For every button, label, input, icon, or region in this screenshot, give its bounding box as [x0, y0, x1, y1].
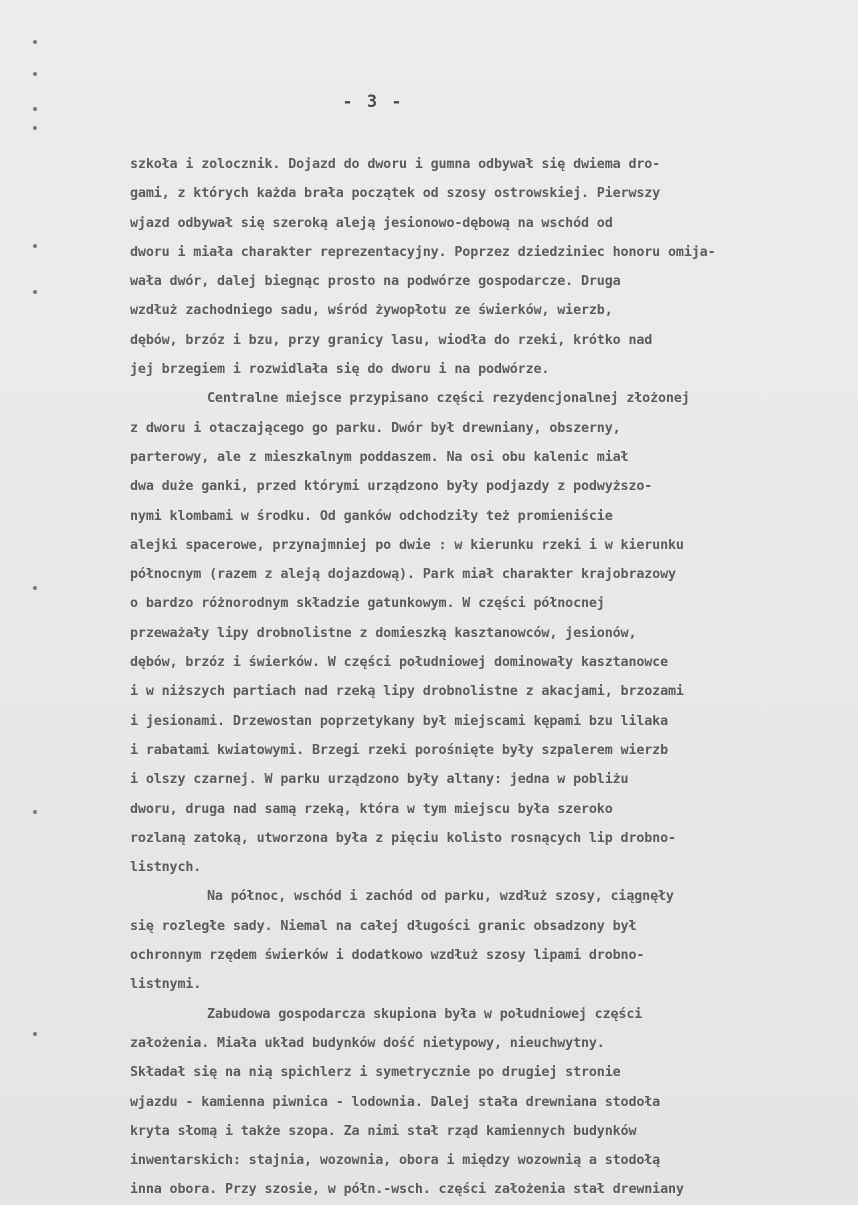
text-line: gami, z których każda brała początek od szosy ostrowskiej. Pierwszy [130, 186, 661, 202]
punch-hole-mark [33, 1032, 37, 1036]
text-line: listnymi. [130, 977, 202, 993]
document-body [130, 150, 830, 1205]
text-line: o bardzo różnorodnym składzie gatunkowym. W części północnej [130, 596, 605, 612]
text-line: północnym (razem z aleją dojazdową). Park miał charakter krajobrazowy [130, 567, 676, 583]
punch-hole-mark [33, 586, 37, 590]
punch-hole-mark [33, 107, 37, 111]
page-number: - 3 - [342, 92, 404, 112]
text-line: wała dwór, dalej biegnąc prosto na podwórze gospodarcze. Druga [130, 274, 621, 290]
text-line: Centralne miejsce przypisano części rezydencjonalnej złożonej [207, 391, 690, 407]
text-line: założenia. Miała układ budynków dość nietypowy, nieuchwytny. [130, 1035, 605, 1051]
text-line: parterowy, ale z mieszkalnym poddaszem. Na osi obu kalenic miał [130, 449, 629, 465]
text-line: Na północ, wschód i zachód od parku, wzdłuż szosy, ciągnęły [207, 889, 674, 905]
punch-hole-mark [33, 290, 37, 294]
punch-hole-mark [33, 810, 37, 814]
text-line: Zabudowa gospodarcza skupiona była w południowej części [207, 1006, 643, 1022]
text-line: szkoła i zolocznik. Dojazd do dworu i gumna odbywał się dwiema dro- [130, 157, 661, 172]
text-line: inna obora. Przy szosie, w półn.-wsch. części założenia stał drewniany [130, 1182, 684, 1198]
text-line: dworu i miała charakter reprezentacyjny. Poprzez dziedziniec honoru omija- [130, 244, 716, 260]
text-line: przeważały lipy drobnolistne z domieszką kasztanowców, jesionów, [130, 625, 637, 641]
text-line: wjazdu - kamienna piwnica - lodownia. Dalej stała drewniana stodoła [130, 1094, 661, 1110]
text-line: i olszy czarnej. W parku urządzono były altany: jedna w pobliżu [130, 772, 629, 788]
text-line: dwa duże ganki, przed którymi urządzono były podjazdy z podwyższo- [130, 479, 653, 495]
text-line: i rabatami kwiatowymi. Brzegi rzeki porośnięte były szpalerem wierzb [130, 742, 669, 758]
text-line: dębów, brzóz i bzu, przy granicy lasu, wiodła do rzeki, krótko nad [130, 332, 653, 348]
text-line: wzdłuż zachodniego sadu, wśród żywopłotu ze świerków, wierzb, [130, 303, 613, 319]
text-line: ochronnym rzędem świerków i dodatkowo wzdłuż szosy lipami drobno- [130, 948, 645, 964]
text-line: listnych. [130, 860, 202, 876]
text-line: wjazd odbywał się szeroką aleją jesionowo-dębową na wschód od [130, 215, 613, 231]
text-line: dębów, brzóz i świerków. W części południowej dominowały kasztanowce [130, 655, 669, 671]
text-line: kryta słomą i także szopa. Za nimi stał rząd kamiennych budynków [130, 1123, 637, 1139]
text-line: rozlaną zatoką, utworzona była z pięciu kolisto rosnących lip drobno- [130, 830, 676, 846]
punch-hole-mark [33, 244, 37, 248]
text-line: alejki spacerowe, przynajmniej po dwie : w kierunku rzeki i w kierunku [130, 537, 684, 553]
text-line: inwentarskich: stajnia, wozownia, obora i między wozownią a stodołą [130, 1153, 661, 1169]
text-line: z dworu i otaczającego go parku. Dwór był drewniany, obszerny, [130, 420, 621, 436]
text-line: się rozległe sady. Niemal na całej długości granic obsadzony był [130, 918, 637, 934]
text-line: nymi klombami w środku. Od ganków odchodziły też promieniście [130, 508, 613, 524]
text-line: jej brzegiem i rozwidlała się do dworu i na podwórze. [130, 362, 550, 378]
text-line: Składał się na nią spichlerz i symetrycznie po drugiej stronie [130, 1065, 621, 1081]
punch-hole-mark [33, 126, 37, 130]
punch-hole-mark [33, 72, 37, 76]
text-line: dworu, druga nad samą rzeką, która w tym miejscu była szeroko [130, 801, 613, 817]
text-line: i w niższych partiach nad rzeką lipy drobnolistne z akacjami, brzozami [130, 684, 684, 700]
text-line: i jesionami. Drzewostan poprzetykany był miejscami kępami bzu lilaka [130, 713, 669, 729]
punch-hole-mark [33, 40, 37, 44]
